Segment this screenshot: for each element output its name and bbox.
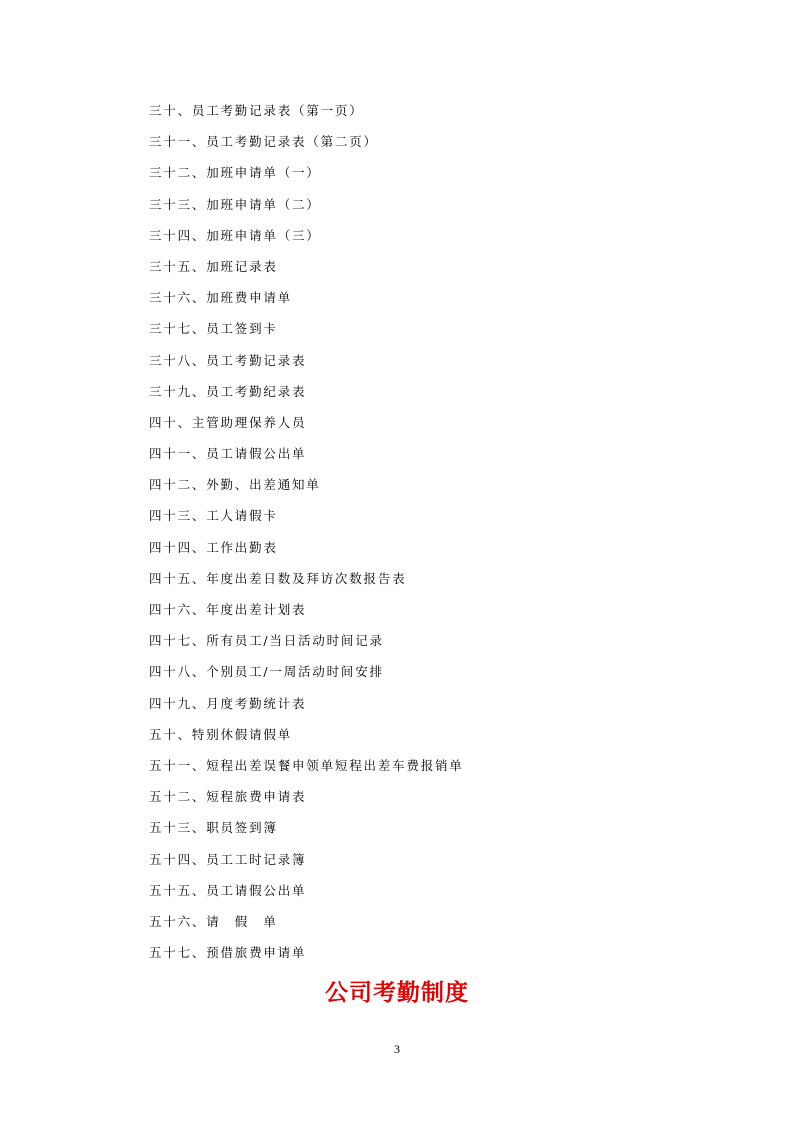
toc-item: 四十一、员工请假公出单 [149,446,307,462]
toc-item: 五十六、请 假 单 [149,913,278,929]
toc-item: 五十、特别休假请假单 [149,726,293,742]
toc-item: 四十六、年度出差计划表 [149,602,307,617]
toc-item: 三十七、员工签到卡 [149,321,278,337]
toc-item: 五十二、短程旅费申请表 [149,789,307,805]
table-of-contents [149,101,464,974]
toc-item: 五十三、职员签到簿 [149,820,278,836]
toc-item: 三十八、员工考勤记录表 [149,352,307,368]
toc-item: 三十三、加班申请单（二） [149,196,321,212]
toc-item: 三十二、加班申请单（一） [149,165,321,181]
toc-item: 四十二、外勤、出差通知单 [149,477,321,493]
toc-item: 四十五、年度出差日数及拜访次数报告表 [149,570,407,586]
page-number: 3 [394,1042,400,1056]
toc-item: 三十九、员工考勤纪录表 [149,383,307,399]
toc-item: 四十九、月度考勤统计表 [149,695,307,711]
toc-item: 三十、员工考勤记录表（第一页） [149,103,364,118]
section-title: 公司考勤制度 [325,979,469,1006]
toc-item: 四十七、所有员工/当日活动时间记录 [149,633,384,649]
toc-item: 五十一、短程出差误餐申领单短程出差车费报销单 [149,757,464,773]
toc-item: 四十四、工作出勤表 [149,539,278,555]
toc-item: 四十八、个别员工/一周活动时间安排 [149,664,384,680]
toc-item: 三十四、加班申请单（三） [149,227,321,243]
toc-item: 三十一、员工考勤记录表（第二页） [149,134,378,150]
toc-item: 三十六、加班费申请单 [149,290,293,306]
toc-item: 五十五、员工请假公出单 [149,882,307,898]
toc-item: 四十、主管助理保养人员 [149,414,307,430]
toc-item: 三十五、加班记录表 [149,258,278,274]
toc-item: 五十四、员工工时记录簿 [149,851,307,867]
toc-item: 五十七、预借旅费申请单 [149,945,307,961]
toc-item: 四十三、工人请假卡 [149,508,278,524]
